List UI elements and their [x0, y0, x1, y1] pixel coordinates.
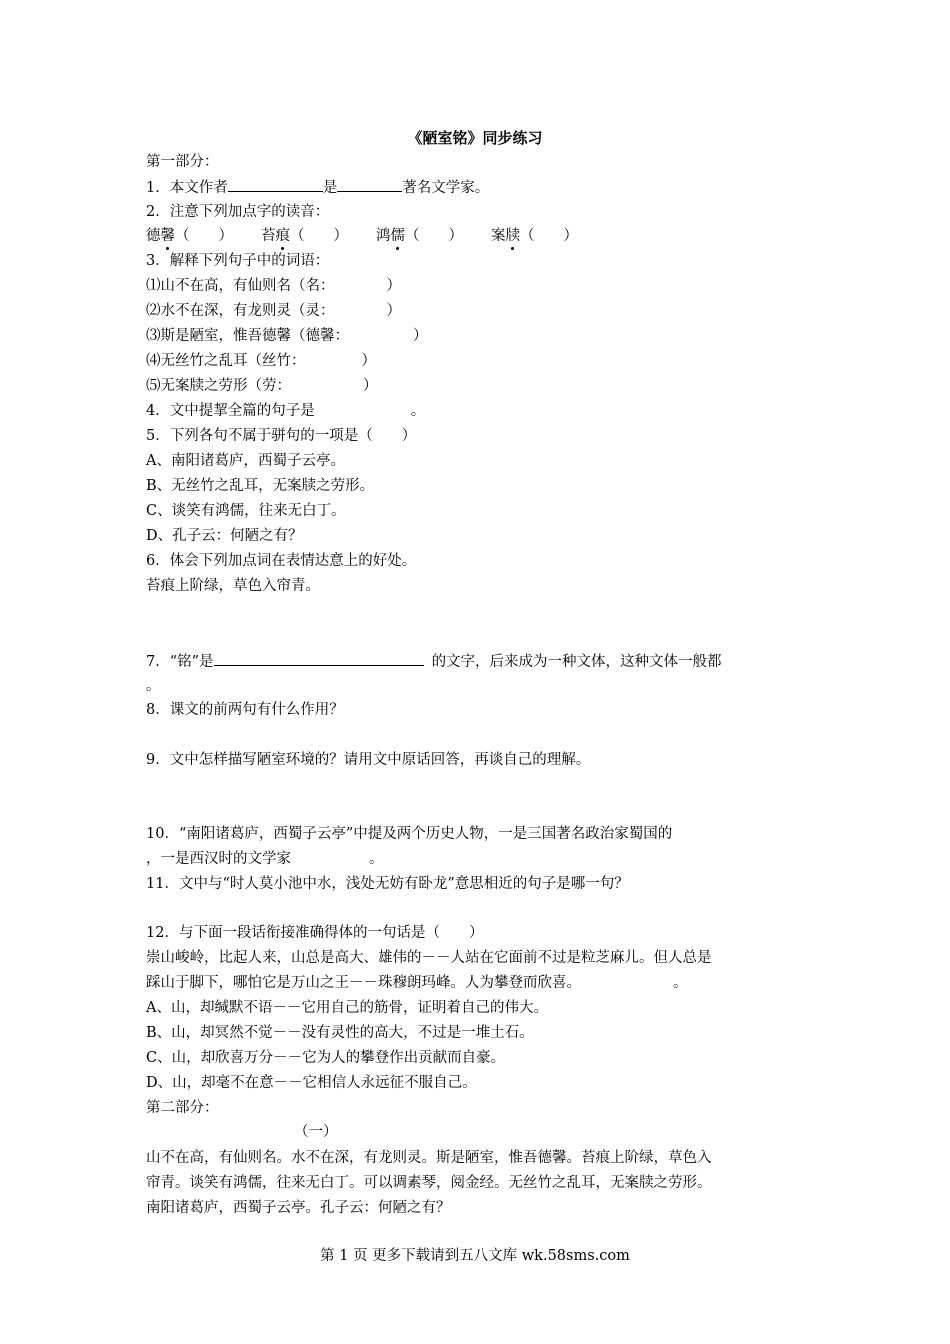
pronunciation-item: 案牍（ ） — [491, 228, 578, 244]
text-line: 山不在高，有仙则名。水不在深，有龙则灵。斯是陋室，惟吾德馨。苔痕上阶绿，草色入 — [146, 1150, 712, 1166]
question-7: 7．“铭”是 的文字，后来成为一种文体，这种文体一般都 — [146, 651, 722, 672]
option-a: A、南阳诸葛庐，西蜀子云亭。 — [146, 453, 345, 469]
passage-line: 崇山峻岭，比起人来，山总是高大、雄伟的－－人站在它面前不过是粒芝麻儿。但人总是 — [146, 950, 712, 966]
question-10-cont: ，一是西汉时的文学家 。 — [146, 851, 384, 867]
answer-blank — [337, 177, 402, 192]
question-3-item: ⑷无丝竹之乱耳（丝竹： ） — [146, 353, 376, 369]
page-footer: 第 1 页 更多下载请到五八文库 wk.58sms.com — [320, 1248, 630, 1264]
question-3-item: ⑶斯是陋室，惟吾德馨（德馨： ） — [146, 328, 428, 344]
text-line: 南阳诸葛庐，西蜀子云亭。孔子云：何陋之有？ — [146, 1200, 451, 1216]
option-c: C、谈笑有鸿儒，往来无白丁。 — [146, 503, 346, 519]
question-2: 2．注意下列加点字的读音： — [146, 204, 330, 220]
section-heading: （一） — [294, 1124, 338, 1140]
pronunciation-item: 鸿儒（ ） — [376, 228, 463, 244]
question-3-item: ⑸无案牍之劳形（劳： ） — [146, 378, 378, 394]
option-d: D、山，却毫不在意－－它相信人永远征不服自己。 — [146, 1075, 477, 1091]
question-5: 5．下列各句不属于骈句的一项是（ ） — [146, 428, 417, 444]
option-c: C、山，却欣喜万分－－它为人的攀登作出贡献而自豪。 — [146, 1050, 506, 1066]
question-8: 8．课文的前两句有什么作用？ — [146, 702, 344, 718]
question-2-items — [146, 226, 578, 246]
pronunciation-item: 苔痕（ ） — [261, 228, 348, 244]
part2-heading: 第二部分： — [146, 1100, 219, 1116]
option-b: B、山，却冥然不觉－－没有灵性的高大，不过是一堆土石。 — [146, 1025, 534, 1041]
question-1: 1．本文作者 是 著名文学家。 — [146, 177, 489, 198]
answer-blank — [228, 177, 323, 192]
question-9: 9．文中怎样描写陋室环境的？请用文中原话回答，再谈自己的理解。 — [146, 752, 591, 768]
question-6: 6．体会下列加点词在表情达意上的好处。 — [146, 553, 417, 569]
passage-line: 踩山于脚下，哪怕它是万山之王－－珠穆朗玛峰。人为攀登而欣喜。 。 — [146, 975, 688, 991]
answer-blank — [214, 651, 424, 666]
question-3: 3．解释下列句子中的词语： — [146, 253, 330, 269]
question-11: 11．文中与“时人莫小池中水，浅处无妨有卧龙”意思相近的句子是哪一句？ — [146, 876, 629, 892]
option-d: D、孔子云：何陋之有？ — [146, 528, 303, 544]
document-title: 《陋室铭》同步练习 — [407, 129, 543, 147]
question-3-item: ⑴山不在高，有仙则名（名： ） — [146, 278, 401, 294]
option-a: A、山，却缄默不语－－它用自己的筋骨，证明着自己的伟大。 — [146, 1000, 548, 1016]
question-6-sentence: 苔痕上阶绿，草色入帘青。 — [146, 578, 320, 594]
question-12: 12．与下面一段话衔接准确得体的一句话是（ ） — [146, 925, 484, 941]
question-10: 10．“南阳诸葛庐，西蜀子云亭”中提及两个历史人物，一是三国著名政治家蜀国的 — [146, 826, 673, 842]
part1-heading: 第一部分： — [146, 154, 219, 170]
text-line: 帘青。谈笑有鸿儒，往来无白丁。可以调素琴，阅金经。无丝竹之乱耳，无案牍之劳形。 — [146, 1175, 712, 1191]
question-3-item: ⑵水不在深，有龙则灵（灵： ） — [146, 303, 401, 319]
option-b: B、无丝竹之乱耳，无案牍之劳形。 — [146, 478, 375, 494]
pronunciation-item: 德馨（ ） — [146, 228, 233, 244]
question-7-end: 。 — [146, 678, 161, 694]
question-4: 4．文中提挈全篇的句子是 。 — [146, 403, 426, 419]
